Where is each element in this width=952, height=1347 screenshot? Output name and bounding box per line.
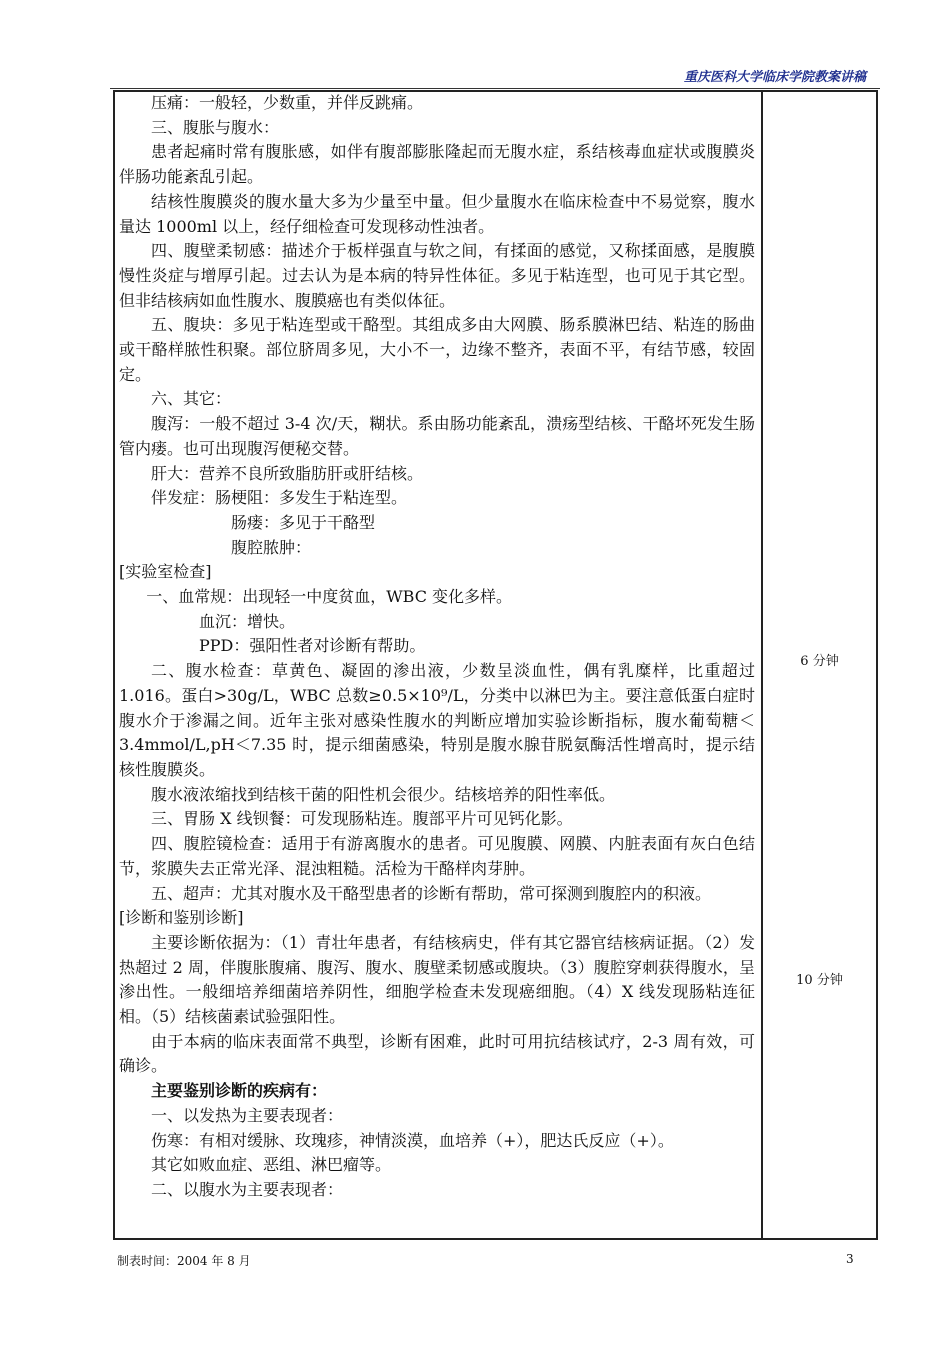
text-paragraph: 一、以发热为主要表现者： <box>151 1105 344 1125</box>
text-paragraph: [实验室检查] <box>119 562 212 582</box>
text-paragraph: 其它如败血症、恶组、淋巴瘤等。 <box>151 1155 392 1175</box>
text-paragraph: 肠瘘：多见于干酪型 <box>231 512 376 532</box>
text-paragraph: 腹腔脓肿： <box>231 537 312 557</box>
footer-page-number: 3 <box>846 1252 854 1266</box>
header-rule <box>110 88 880 89</box>
text-paragraph: PPD：强阳性者对诊断有帮助。 <box>199 636 426 656</box>
text-paragraph: 腹水液浓缩找到结核干菌的阳性机会很少。结核培养的阳性率低。 <box>151 784 616 804</box>
text-paragraph: 患者起痛时常有腹胀感，如伴有腹部膨胀隆起而无腹水症，系结核毒血症状或腹膜炎伴肠功能紊乱引起。 <box>119 142 755 187</box>
text-paragraph: 主要鉴别诊断的疾病有： <box>151 1081 328 1101</box>
text-paragraph: 五、超声：尤其对腹水及干酪型患者的诊断有帮助，常可探测到腹腔内的积液。 <box>151 883 712 903</box>
text-paragraph: 二、以腹水为主要表现者： <box>151 1179 344 1199</box>
text-paragraph: 压痛：一般轻，少数重，并伴反跳痛。 <box>151 93 424 112</box>
text-paragraph: 血沉：增快。 <box>199 611 296 631</box>
text-paragraph: 肝大：营养不良所致脂肪肝或肝结核。 <box>151 463 424 483</box>
footer-date: 制表时间：2004 年 8 月 <box>117 1254 251 1268</box>
text-paragraph: 伴发症：肠梗阻：多发生于粘连型。 <box>151 488 408 508</box>
text-paragraph: 腹泻：一般不超过 3-4 次/天，糊状。系由肠功能紊乱，溃疡型结核、干酪坏死发生肠管内瘘。也可出现腹泻便秘交替。 <box>119 414 755 458</box>
text-paragraph: 由于本病的临床表面常不典型，诊断有困难，此时可用抗结核试疗，2-3 周有效，可确诊。 <box>119 1031 755 1076</box>
text-paragraph: 五、腹块：多见于粘连型或干酪型。其组成多由大网膜、肠系膜淋巴结、粘连的肠曲或干酪样脓性积聚。部位脐周多见，大小不一，边缘不整齐，表面不平，有结节感，较固定。 <box>119 315 755 384</box>
time-note: 6 分钟 <box>800 654 839 669</box>
text-paragraph: 四、腹壁柔韧感：描述介于板样强直与软之间，有揉面的感觉，又称揉面感，是腹膜慢性炎症与增厚引起。过去认为是本病的特异性体征。多见于粘连型，也可见于其它型。但非结核病如血性腹水、腹膜癌也有类似体征。 <box>119 241 755 310</box>
lecture-content <box>119 91 755 1203</box>
text-paragraph: 主要诊断依据为：（1）青壮年患者，有结核病史，伴有其它器官结核病证据。（2）发热超过 2 周，伴腹胀腹痛、腹泻、腹水、腹壁柔韧感或腹块。（3）腹腔穿刺获得腹水，呈渗出性。一般细培养细菌培养阴性，细胞学检查未发现癌细胞。（4）X 线发现肠粘连征相。（5）结核菌素试验强阳性。 <box>119 932 755 1027</box>
text-paragraph: 六、其它： <box>151 389 232 409</box>
text-paragraph: 三、腹胀与腹水： <box>151 117 280 137</box>
text-paragraph: 伤寒：有相对缓脉、玫瑰疹，神情淡漠，血培养（+），肥达氏反应（+）。 <box>151 1130 674 1150</box>
text-paragraph: [诊断和鉴别诊断] <box>119 908 244 928</box>
text-paragraph: 四、腹腔镜检查：适用于有游离腹水的患者。可见腹膜、网膜、内脏表面有灰白色结节，浆膜失去正常光泽、混浊粗糙。活检为干酪样肉芽肿。 <box>119 834 755 878</box>
text-paragraph: 二、腹水检查：草黄色、凝固的渗出液，少数呈淡血性，偶有乳糜样，比重超过 1.016。蛋白>30g/L，WBC 总数≥0.5×10⁹/L，分类中以淋巴为主。要注意低蛋白症时腹水介于渗漏之间。近年主张对感染性腹水的判断应增加实验诊断指标，腹水葡萄糖＜3.4mmol/L,pH＜7.35 时，提示细菌感染，特别是腹水腺苷脱氨酶活性增高时，提示结核性腹膜炎。 <box>119 661 755 779</box>
text-paragraph: 结核性腹膜炎的腹水量大多为少量至中量。但少量腹水在临床检查中不易觉察，腹水量达 1000ml 以上，经仔细检查可发现移动性浊者。 <box>119 191 755 236</box>
text-paragraph: 三、胃肠 X 线钡餐：可发现肠粘连。腹部平片可见钙化影。 <box>151 809 573 829</box>
text-paragraph: 一、血常规：出现轻一中度贫血，WBC 变化多样。 <box>146 587 513 607</box>
time-note: 10 分钟 <box>796 973 843 988</box>
page-header-title: 重庆医科大学临床学院教案讲稿 <box>683 70 866 85</box>
